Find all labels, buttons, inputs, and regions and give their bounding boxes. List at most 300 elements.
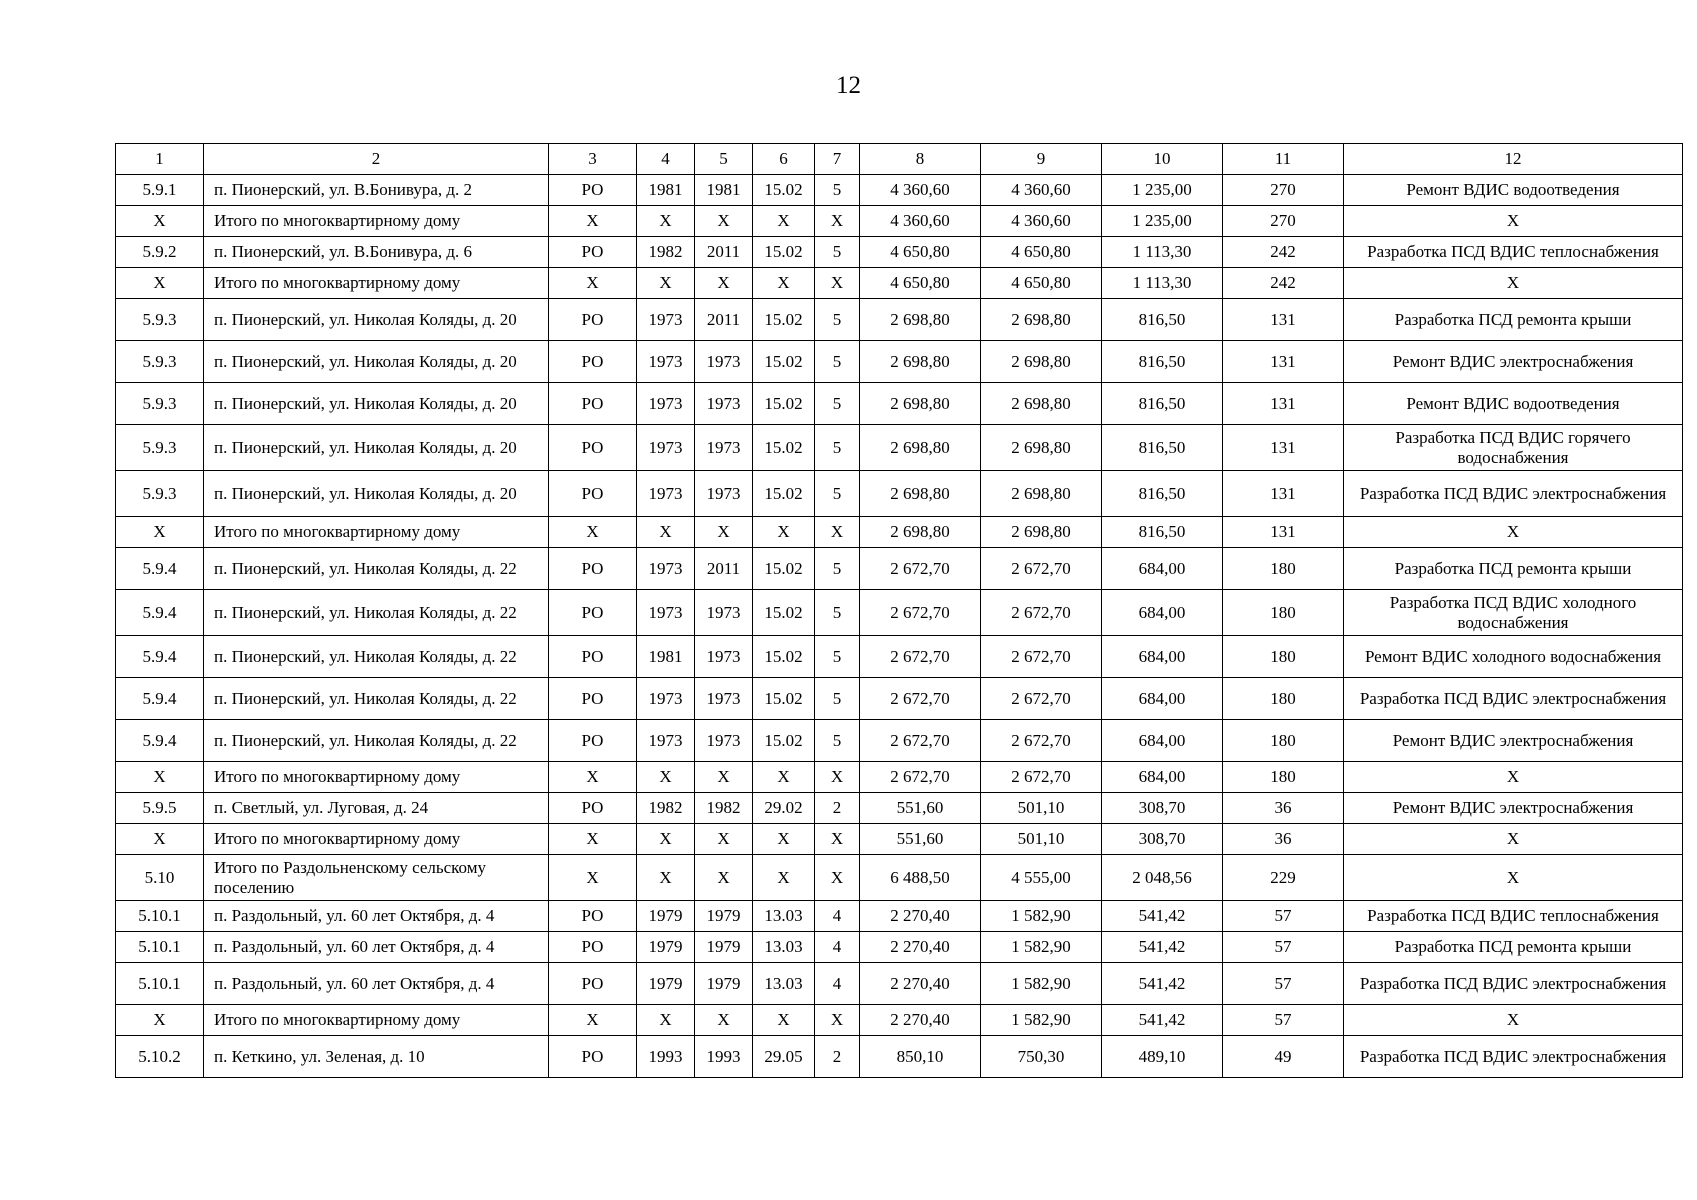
cell-residents: 270 — [1223, 206, 1344, 237]
cell-year-renovated: 1993 — [695, 1036, 753, 1078]
cell-year-built: Х — [637, 268, 695, 299]
cell-address: п. Пионерский, ул. Николая Коляды, д. 20 — [204, 299, 549, 341]
cell-wall-code: Х — [753, 206, 815, 237]
cell-floors: Х — [815, 1005, 860, 1036]
cell-work-type: Разработка ПСД ремонта крыши — [1344, 932, 1683, 963]
table-row — [116, 471, 1683, 517]
cell-year-renovated: 1973 — [695, 425, 753, 471]
cell-wall-code: 15.02 — [753, 678, 815, 720]
cell-total-area: 2 270,40 — [860, 901, 981, 932]
cell-row-number: 5.9.3 — [116, 425, 204, 471]
cell-residential-area: 2 672,70 — [981, 636, 1102, 678]
cell-owner-type: Х — [549, 762, 637, 793]
cell-year-built: 1973 — [637, 548, 695, 590]
cell-residents: 180 — [1223, 590, 1344, 636]
cell-year-built: 1973 — [637, 471, 695, 517]
cell-year-renovated: 1973 — [695, 720, 753, 762]
cell-area-value: 816,50 — [1102, 517, 1223, 548]
cell-wall-code: 13.03 — [753, 932, 815, 963]
cell-residential-area: 4 555,00 — [981, 855, 1102, 901]
cell-year-built: 1982 — [637, 237, 695, 268]
cell-address: п. Пионерский, ул. В.Бонивура, д. 6 — [204, 237, 549, 268]
cell-floors: 5 — [815, 237, 860, 268]
cell-year-built: 1993 — [637, 1036, 695, 1078]
cell-row-number: 5.10.1 — [116, 963, 204, 1005]
cell-owner-type: Х — [549, 206, 637, 237]
table-row — [116, 175, 1683, 206]
cell-year-renovated: 2011 — [695, 237, 753, 268]
cell-year-built: Х — [637, 762, 695, 793]
cell-work-type: Разработка ПСД ВДИС электроснабжения — [1344, 678, 1683, 720]
cell-area-value: 684,00 — [1102, 678, 1223, 720]
table-row — [116, 636, 1683, 678]
cell-residential-area: 2 672,70 — [981, 548, 1102, 590]
cell-wall-code: 15.02 — [753, 471, 815, 517]
cell-residents: 242 — [1223, 237, 1344, 268]
cell-year-built: 1973 — [637, 299, 695, 341]
cell-floors: Х — [815, 206, 860, 237]
cell-work-type: Ремонт ВДИС водоотведения — [1344, 383, 1683, 425]
cell-floors: 5 — [815, 636, 860, 678]
cell-residential-area: 4 650,80 — [981, 237, 1102, 268]
cell-row-number: 5.9.4 — [116, 636, 204, 678]
cell-area-value: 541,42 — [1102, 932, 1223, 963]
cell-area-value: 541,42 — [1102, 963, 1223, 1005]
cell-residents: 131 — [1223, 471, 1344, 517]
cell-row-number: Х — [116, 517, 204, 548]
cell-address: п. Пионерский, ул. Николая Коляды, д. 22 — [204, 636, 549, 678]
table-row — [116, 590, 1683, 636]
table-row — [116, 793, 1683, 824]
cell-floors: 5 — [815, 175, 860, 206]
cell-wall-code: 15.02 — [753, 299, 815, 341]
cell-owner-type: РО — [549, 341, 637, 383]
cell-year-renovated: 1982 — [695, 793, 753, 824]
cell-residents: 180 — [1223, 636, 1344, 678]
cell-residents: 131 — [1223, 517, 1344, 548]
cell-residents: 180 — [1223, 678, 1344, 720]
cell-row-number: 5.10.2 — [116, 1036, 204, 1078]
cell-residential-area: 2 672,70 — [981, 590, 1102, 636]
cell-residents: 131 — [1223, 341, 1344, 383]
cell-owner-type: РО — [549, 932, 637, 963]
cell-year-built: Х — [637, 206, 695, 237]
cell-year-renovated: 1973 — [695, 341, 753, 383]
cell-floors: 5 — [815, 720, 860, 762]
cell-year-renovated: 1973 — [695, 636, 753, 678]
cell-owner-type: РО — [549, 548, 637, 590]
cell-row-number: 5.9.4 — [116, 590, 204, 636]
cell-wall-code: 15.02 — [753, 590, 815, 636]
cell-wall-code: Х — [753, 1005, 815, 1036]
cell-row-number: 5.10 — [116, 855, 204, 901]
cell-floors: 5 — [815, 678, 860, 720]
cell-address: п. Пионерский, ул. В.Бонивура, д. 2 — [204, 175, 549, 206]
cell-row-number: 5.9.1 — [116, 175, 204, 206]
cell-row-number: 5.9.3 — [116, 299, 204, 341]
cell-work-type: Ремонт ВДИС водоотведения — [1344, 175, 1683, 206]
table-row — [116, 206, 1683, 237]
cell-address: Итого по многоквартирному дому — [204, 824, 549, 855]
cell-total-area: 2 270,40 — [860, 1005, 981, 1036]
cell-work-type: Х — [1344, 268, 1683, 299]
cell-floors: 4 — [815, 963, 860, 1005]
cell-work-type: Ремонт ВДИС электроснабжения — [1344, 341, 1683, 383]
cell-total-area: 2 270,40 — [860, 963, 981, 1005]
cell-area-value: 684,00 — [1102, 720, 1223, 762]
cell-work-type: Разработка ПСД ремонта крыши — [1344, 548, 1683, 590]
cell-area-value: 308,70 — [1102, 824, 1223, 855]
cell-floors: Х — [815, 824, 860, 855]
cell-wall-code: Х — [753, 268, 815, 299]
cell-wall-code: 13.03 — [753, 963, 815, 1005]
cell-year-built: 1973 — [637, 678, 695, 720]
cell-address: п. Светлый, ул. Луговая, д. 24 — [204, 793, 549, 824]
cell-floors: 5 — [815, 299, 860, 341]
table-row — [116, 1036, 1683, 1078]
cell-residents: 57 — [1223, 932, 1344, 963]
cell-owner-type: Х — [549, 855, 637, 901]
cell-total-area: 2 672,70 — [860, 548, 981, 590]
cell-owner-type: РО — [549, 237, 637, 268]
table-row — [116, 548, 1683, 590]
table-row — [116, 824, 1683, 855]
cell-residential-area: 2 672,70 — [981, 678, 1102, 720]
cell-row-number: 5.9.3 — [116, 471, 204, 517]
cell-year-renovated: Х — [695, 824, 753, 855]
table-row — [116, 932, 1683, 963]
cell-area-value: 684,00 — [1102, 762, 1223, 793]
cell-area-value: 541,42 — [1102, 1005, 1223, 1036]
cell-total-area: 2 698,80 — [860, 299, 981, 341]
cell-residential-area: 2 672,70 — [981, 762, 1102, 793]
header-cell: 9 — [981, 144, 1102, 175]
cell-residents: 180 — [1223, 720, 1344, 762]
cell-year-built: 1979 — [637, 901, 695, 932]
cell-area-value: 816,50 — [1102, 471, 1223, 517]
cell-floors: 5 — [815, 548, 860, 590]
cell-total-area: 2 698,80 — [860, 425, 981, 471]
header-cell: 7 — [815, 144, 860, 175]
cell-floors: 5 — [815, 590, 860, 636]
cell-residential-area: 2 698,80 — [981, 425, 1102, 471]
cell-residential-area: 1 582,90 — [981, 963, 1102, 1005]
cell-residents: 131 — [1223, 425, 1344, 471]
cell-wall-code: 15.02 — [753, 720, 815, 762]
cell-owner-type: РО — [549, 1036, 637, 1078]
cell-work-type: Разработка ПСД ВДИС теплоснабжения — [1344, 237, 1683, 268]
cell-area-value: 1 235,00 — [1102, 175, 1223, 206]
cell-owner-type: РО — [549, 175, 637, 206]
cell-residents: 131 — [1223, 383, 1344, 425]
cell-wall-code: Х — [753, 762, 815, 793]
cell-total-area: 2 698,80 — [860, 471, 981, 517]
cell-wall-code: 13.03 — [753, 901, 815, 932]
cell-residents: 270 — [1223, 175, 1344, 206]
cell-residents: 57 — [1223, 1005, 1344, 1036]
cell-year-built: 1979 — [637, 963, 695, 1005]
cell-address: Итого по многоквартирному дому — [204, 517, 549, 548]
cell-address: п. Раздольный, ул. 60 лет Октября, д. 4 — [204, 901, 549, 932]
cell-floors: Х — [815, 762, 860, 793]
cell-work-type: Х — [1344, 762, 1683, 793]
cell-year-renovated: Х — [695, 855, 753, 901]
cell-address: п. Пионерский, ул. Николая Коляды, д. 22 — [204, 678, 549, 720]
cell-residential-area: 4 650,80 — [981, 268, 1102, 299]
cell-residential-area: 4 360,60 — [981, 175, 1102, 206]
cell-floors: Х — [815, 268, 860, 299]
cell-owner-type: РО — [549, 793, 637, 824]
cell-owner-type: РО — [549, 471, 637, 517]
cell-total-area: 551,60 — [860, 824, 981, 855]
cell-floors: 2 — [815, 1036, 860, 1078]
cell-work-type: Х — [1344, 855, 1683, 901]
cell-address: Итого по многоквартирному дому — [204, 268, 549, 299]
cell-total-area: 6 488,50 — [860, 855, 981, 901]
cell-residential-area: 2 698,80 — [981, 299, 1102, 341]
cell-year-built: 1973 — [637, 590, 695, 636]
cell-work-type: Разработка ПСД ВДИС теплоснабжения — [1344, 901, 1683, 932]
cell-residential-area: 2 672,70 — [981, 720, 1102, 762]
cell-address: Итого по Раздольненскому сельскому поселению — [204, 855, 549, 901]
cell-wall-code: 15.02 — [753, 341, 815, 383]
cell-floors: Х — [815, 517, 860, 548]
cell-year-renovated: 1973 — [695, 590, 753, 636]
cell-work-type: Х — [1344, 206, 1683, 237]
cell-area-value: 1 235,00 — [1102, 206, 1223, 237]
cell-row-number: 5.9.3 — [116, 341, 204, 383]
table-row — [116, 1005, 1683, 1036]
cell-total-area: 2 672,70 — [860, 678, 981, 720]
cell-residents: 36 — [1223, 793, 1344, 824]
cell-row-number: Х — [116, 762, 204, 793]
registry-table — [115, 143, 1683, 1078]
cell-wall-code: 29.02 — [753, 793, 815, 824]
cell-owner-type: РО — [549, 720, 637, 762]
cell-year-built: 1979 — [637, 932, 695, 963]
cell-residents: 180 — [1223, 762, 1344, 793]
cell-total-area: 2 672,70 — [860, 720, 981, 762]
table-row — [116, 237, 1683, 268]
header-cell: 5 — [695, 144, 753, 175]
table-row — [116, 963, 1683, 1005]
cell-address: п. Пионерский, ул. Николая Коляды, д. 22 — [204, 590, 549, 636]
table-row — [116, 720, 1683, 762]
cell-owner-type: Х — [549, 1005, 637, 1036]
cell-row-number: 5.9.5 — [116, 793, 204, 824]
cell-floors: 2 — [815, 793, 860, 824]
cell-wall-code: 15.02 — [753, 383, 815, 425]
cell-wall-code: Х — [753, 855, 815, 901]
cell-row-number: 5.9.4 — [116, 548, 204, 590]
cell-total-area: 2 672,70 — [860, 636, 981, 678]
cell-area-value: 489,10 — [1102, 1036, 1223, 1078]
cell-residential-area: 2 698,80 — [981, 341, 1102, 383]
cell-total-area: 2 672,70 — [860, 590, 981, 636]
header-cell: 3 — [549, 144, 637, 175]
cell-owner-type: РО — [549, 963, 637, 1005]
table-row — [116, 762, 1683, 793]
table-row — [116, 855, 1683, 901]
table-row — [116, 425, 1683, 471]
cell-address: Итого по многоквартирному дому — [204, 206, 549, 237]
cell-year-renovated: 1973 — [695, 471, 753, 517]
cell-total-area: 2 270,40 — [860, 932, 981, 963]
cell-year-built: Х — [637, 517, 695, 548]
cell-wall-code: 15.02 — [753, 425, 815, 471]
cell-address: п. Пионерский, ул. Николая Коляды, д. 20 — [204, 471, 549, 517]
cell-owner-type: Х — [549, 268, 637, 299]
cell-work-type: Ремонт ВДИС электроснабжения — [1344, 720, 1683, 762]
cell-total-area: 4 650,80 — [860, 268, 981, 299]
header-cell: 1 — [116, 144, 204, 175]
cell-floors: 4 — [815, 932, 860, 963]
cell-work-type: Ремонт ВДИС холодного водоснабжения — [1344, 636, 1683, 678]
cell-row-number: 5.9.4 — [116, 678, 204, 720]
cell-year-built: 1973 — [637, 383, 695, 425]
cell-work-type: Х — [1344, 517, 1683, 548]
cell-floors: 5 — [815, 471, 860, 517]
cell-owner-type: РО — [549, 636, 637, 678]
cell-total-area: 4 360,60 — [860, 175, 981, 206]
cell-row-number: 5.9.3 — [116, 383, 204, 425]
cell-residential-area: 1 582,90 — [981, 1005, 1102, 1036]
cell-residents: 180 — [1223, 548, 1344, 590]
cell-row-number: 5.10.1 — [116, 901, 204, 932]
cell-total-area: 4 360,60 — [860, 206, 981, 237]
cell-floors: 5 — [815, 341, 860, 383]
cell-residential-area: 501,10 — [981, 824, 1102, 855]
cell-residents: 229 — [1223, 855, 1344, 901]
cell-residents: 57 — [1223, 901, 1344, 932]
cell-owner-type: РО — [549, 383, 637, 425]
cell-wall-code: 15.02 — [753, 175, 815, 206]
table-row — [116, 299, 1683, 341]
cell-year-renovated: 1979 — [695, 901, 753, 932]
cell-residents: 36 — [1223, 824, 1344, 855]
cell-area-value: 1 113,30 — [1102, 268, 1223, 299]
cell-address: п. Пионерский, ул. Николая Коляды, д. 20 — [204, 383, 549, 425]
cell-residential-area: 1 582,90 — [981, 901, 1102, 932]
cell-address: п. Раздольный, ул. 60 лет Октября, д. 4 — [204, 932, 549, 963]
cell-year-renovated: Х — [695, 762, 753, 793]
cell-residential-area: 750,30 — [981, 1036, 1102, 1078]
cell-total-area: 850,10 — [860, 1036, 981, 1078]
cell-floors: Х — [815, 855, 860, 901]
cell-year-renovated: Х — [695, 1005, 753, 1036]
cell-area-value: 816,50 — [1102, 425, 1223, 471]
cell-owner-type: РО — [549, 678, 637, 720]
table-row — [116, 341, 1683, 383]
cell-row-number: Х — [116, 824, 204, 855]
cell-address: п. Раздольный, ул. 60 лет Октября, д. 4 — [204, 963, 549, 1005]
cell-owner-type: РО — [549, 901, 637, 932]
cell-year-built: 1973 — [637, 341, 695, 383]
cell-area-value: 816,50 — [1102, 341, 1223, 383]
cell-area-value: 684,00 — [1102, 590, 1223, 636]
cell-wall-code: 29.05 — [753, 1036, 815, 1078]
table-row — [116, 517, 1683, 548]
cell-year-renovated: 1973 — [695, 678, 753, 720]
cell-address: п. Пионерский, ул. Николая Коляды, д. 22 — [204, 720, 549, 762]
cell-area-value: 541,42 — [1102, 901, 1223, 932]
cell-total-area: 2 698,80 — [860, 341, 981, 383]
table-row — [116, 268, 1683, 299]
cell-residents: 242 — [1223, 268, 1344, 299]
cell-residential-area: 4 360,60 — [981, 206, 1102, 237]
cell-row-number: 5.9.4 — [116, 720, 204, 762]
cell-year-renovated: 1981 — [695, 175, 753, 206]
cell-year-renovated: Х — [695, 268, 753, 299]
cell-year-renovated: 1973 — [695, 383, 753, 425]
cell-row-number: Х — [116, 1005, 204, 1036]
table-row — [116, 678, 1683, 720]
cell-area-value: 684,00 — [1102, 636, 1223, 678]
cell-year-built: 1973 — [637, 720, 695, 762]
cell-wall-code: Х — [753, 824, 815, 855]
cell-year-renovated: Х — [695, 517, 753, 548]
cell-owner-type: Х — [549, 824, 637, 855]
cell-residential-area: 2 698,80 — [981, 383, 1102, 425]
cell-year-renovated: Х — [695, 206, 753, 237]
cell-year-built: 1982 — [637, 793, 695, 824]
cell-wall-code: 15.02 — [753, 636, 815, 678]
cell-wall-code: 15.02 — [753, 548, 815, 590]
cell-floors: 5 — [815, 383, 860, 425]
cell-floors: 4 — [815, 901, 860, 932]
header-cell: 2 — [204, 144, 549, 175]
cell-total-area: 2 672,70 — [860, 762, 981, 793]
cell-total-area: 4 650,80 — [860, 237, 981, 268]
cell-address: Итого по многоквартирному дому — [204, 762, 549, 793]
page-number: 12 — [836, 72, 861, 99]
cell-work-type: Разработка ПСД ремонта крыши — [1344, 299, 1683, 341]
cell-year-built: Х — [637, 824, 695, 855]
cell-work-type: Разработка ПСД ВДИС горячего водоснабжения — [1344, 425, 1683, 471]
cell-work-type: Разработка ПСД ВДИС электроснабжения — [1344, 1036, 1683, 1078]
cell-year-built: 1981 — [637, 175, 695, 206]
cell-address: п. Кеткино, ул. Зеленая, д. 10 — [204, 1036, 549, 1078]
cell-total-area: 2 698,80 — [860, 517, 981, 548]
cell-work-type: Разработка ПСД ВДИС холодного водоснабжения — [1344, 590, 1683, 636]
cell-area-value: 816,50 — [1102, 383, 1223, 425]
cell-total-area: 551,60 — [860, 793, 981, 824]
cell-work-type: Ремонт ВДИС электроснабжения — [1344, 793, 1683, 824]
cell-row-number: Х — [116, 268, 204, 299]
header-cell: 4 — [637, 144, 695, 175]
cell-year-renovated: 1979 — [695, 932, 753, 963]
cell-residential-area: 2 698,80 — [981, 471, 1102, 517]
cell-address: п. Пионерский, ул. Николая Коляды, д. 20 — [204, 425, 549, 471]
cell-row-number: 5.10.1 — [116, 932, 204, 963]
cell-wall-code: 15.02 — [753, 237, 815, 268]
cell-owner-type: РО — [549, 299, 637, 341]
header-cell: 6 — [753, 144, 815, 175]
cell-wall-code: Х — [753, 517, 815, 548]
cell-address: п. Пионерский, ул. Николая Коляды, д. 20 — [204, 341, 549, 383]
cell-year-built: Х — [637, 1005, 695, 1036]
cell-year-renovated: 2011 — [695, 299, 753, 341]
cell-area-value: 816,50 — [1102, 299, 1223, 341]
cell-area-value: 1 113,30 — [1102, 237, 1223, 268]
cell-floors: 5 — [815, 425, 860, 471]
cell-owner-type: Х — [549, 517, 637, 548]
cell-work-type: Разработка ПСД ВДИС электроснабжения — [1344, 471, 1683, 517]
header-cell: 12 — [1344, 144, 1683, 175]
cell-address: Итого по многоквартирному дому — [204, 1005, 549, 1036]
cell-owner-type: РО — [549, 590, 637, 636]
cell-year-built: Х — [637, 855, 695, 901]
